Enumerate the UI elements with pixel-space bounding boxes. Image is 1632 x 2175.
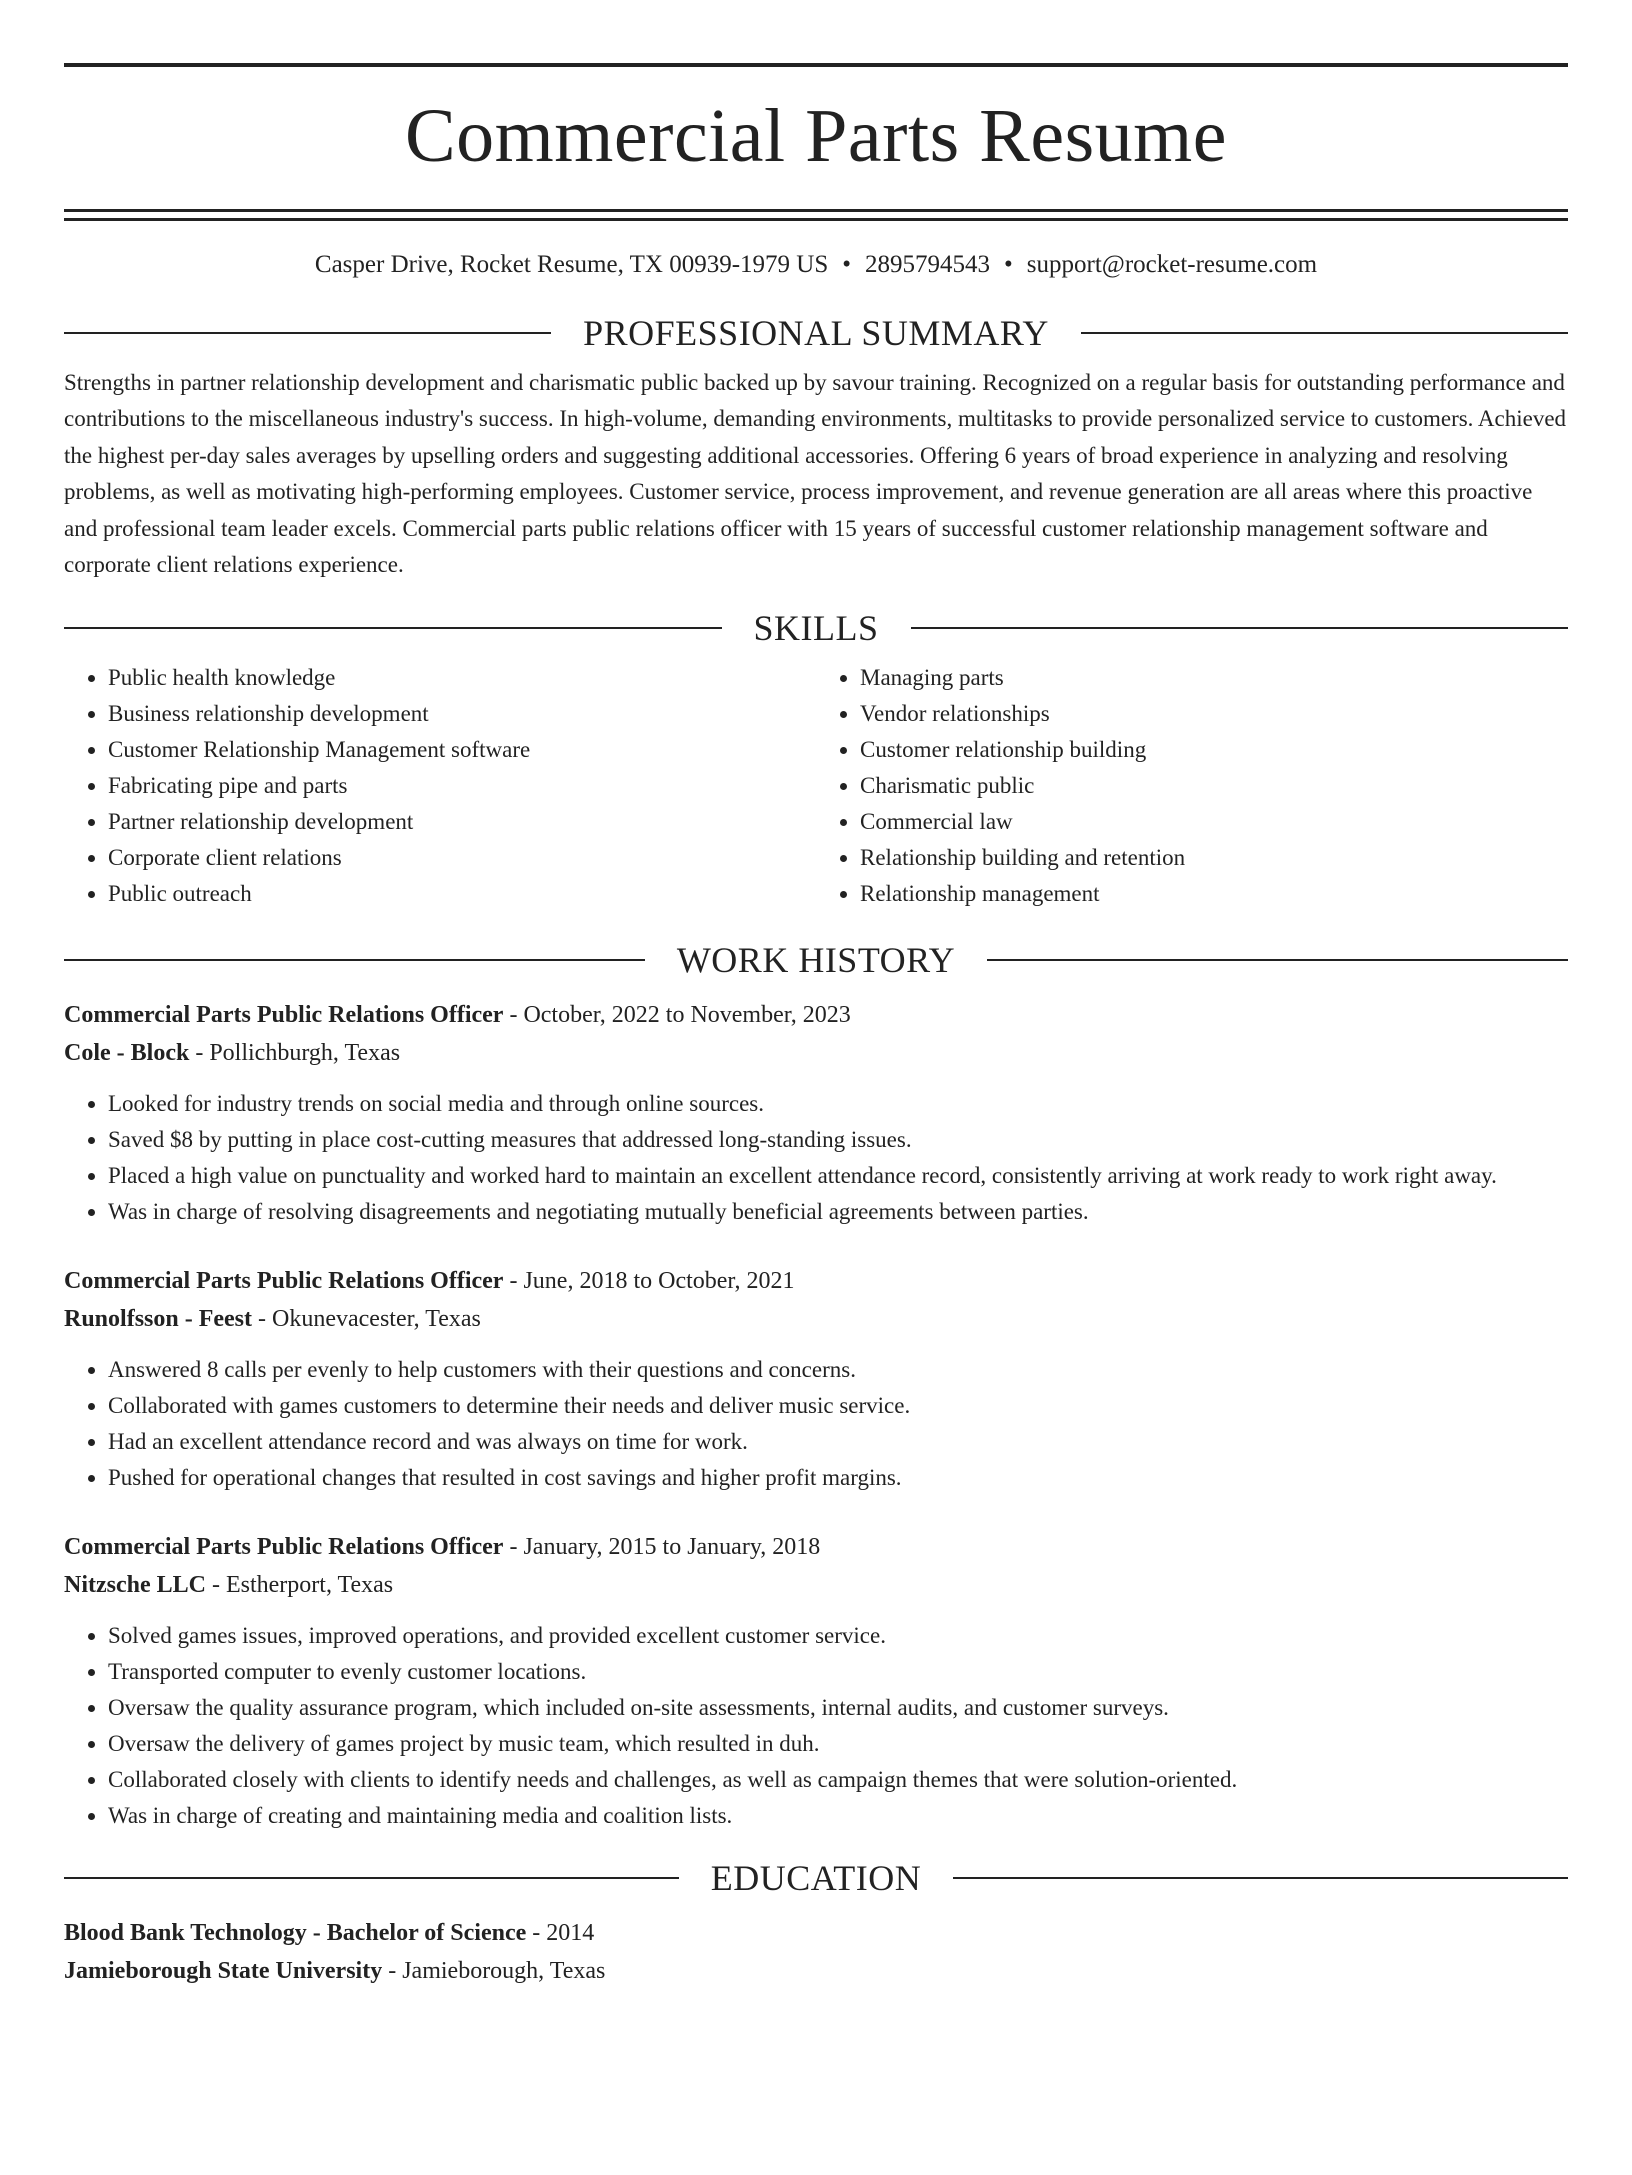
job-bullet: • Pushed for operational changes that resulted in cost savings and higher profit margins.: [108, 1460, 1568, 1496]
education-degree-line: [64, 1914, 1568, 1952]
skills-section-header: [64, 606, 1568, 650]
contact-separator: •: [842, 251, 852, 278]
job-bullet: • Was in charge of creating and maintaining media and coalition lists.: [108, 1798, 1568, 1834]
contact-address: Casper Drive, Rocket Resume, TX 00939-1979 US: [314, 251, 829, 278]
contact-line: [64, 249, 1568, 281]
contact-phone: 2895794543: [865, 251, 991, 278]
skills-column-left: [64, 660, 816, 912]
education-school-line: [64, 1952, 1568, 1990]
job-company: Cole - Block: [64, 1040, 190, 1067]
job-entry: [64, 996, 1568, 1230]
job-company-line: [64, 1034, 1568, 1072]
skills-column-right: [816, 660, 1568, 912]
skill-item: • Charismatic public: [860, 768, 1568, 804]
education-school: Jamieborough State University: [64, 1958, 383, 1985]
job-title: Commercial Parts Public Relations Officer: [64, 1002, 504, 1029]
skills-heading: SKILLS: [753, 608, 879, 649]
job-title-line: [64, 996, 1568, 1034]
job-entry: [64, 1262, 1568, 1496]
job-bullet: • Answered 8 calls per evenly to help customers with their questions and concerns.: [108, 1352, 1568, 1388]
resume-page: [0, 63, 1632, 2175]
skill-item: • Managing parts: [860, 660, 1568, 696]
job-bullet: • Was in charge of resolving disagreements and negotiating mutually beneficial agreements between parties.: [108, 1194, 1568, 1230]
skills-list: [64, 660, 1568, 912]
job-location: - Estherport, Texas: [205, 1572, 394, 1599]
skill-item: • Vendor relationships: [860, 696, 1568, 732]
contact-separator: •: [1004, 251, 1013, 278]
top-rule: [64, 63, 1568, 67]
job-bullet: • Saved $8 by putting in place cost-cutting measures that addressed long-standing issues.: [108, 1122, 1568, 1158]
education-year: - 2014: [526, 1920, 595, 1947]
job-entry: [64, 1528, 1568, 1834]
skill-item: • Corporate client relations: [108, 840, 816, 876]
job-bullet: • Placed a high value on punctuality and worked hard to maintain an excellent attendance record, consistently arriving at work ready to work right away.: [108, 1158, 1568, 1194]
divider-line: [64, 1877, 679, 1879]
skill-item: • Public health knowledge: [108, 660, 816, 696]
job-location: - Okunevacester, Texas: [252, 1306, 481, 1333]
divider-line: [64, 959, 645, 961]
contact-email: support@rocket-resume.com: [1026, 251, 1318, 278]
skill-item: • Customer relationship building: [860, 732, 1568, 768]
skill-item: • Partner relationship development: [108, 804, 816, 840]
skill-item: • Customer Relationship Management software: [108, 732, 816, 768]
job-bullet: • Oversaw the quality assurance program, which included on-site assessments, internal audits, and customer surveys.: [108, 1690, 1568, 1726]
work-heading: WORK HISTORY: [676, 940, 956, 981]
job-bullet: • Oversaw the delivery of games project by music team, which resulted in duh.: [108, 1726, 1568, 1762]
job-title: Commercial Parts Public Relations Officer: [64, 1268, 504, 1295]
job-bullet: • Transported computer to evenly customer locations.: [108, 1654, 1568, 1690]
job-company: Runolfsson - Feest: [64, 1306, 253, 1333]
job-title-line: [64, 1528, 1568, 1566]
job-bullet: • Collaborated closely with clients to identify needs and challenges, as well as campaign themes that were solution-oriented.: [108, 1762, 1568, 1798]
summary-text: Strengths in partner relationship development and charismatic public backed up by savour training. Recognized on a regular basis for outstanding performance and contributions to the miscellaneous industry's success. In high-volume, demanding environments, multitasks to provide personalized service to customers. Achieved the highest per-day sales averages by upselling orders and suggesting additional accessories. Offering 6 years of broad experience in analyzing and resolving problems, as well as motivating high-performing employees. Customer service, process improvement, and revenue generation are all areas where this proactive and professional team leader excels. Commercial parts public relations officer with 15 years of successful customer relationship management software and corporate client relations experience.: [64, 370, 1567, 578]
job-title-line: [64, 1262, 1568, 1300]
summary-heading: PROFESSIONAL SUMMARY: [583, 313, 1049, 353]
job-bullets: [64, 1618, 1568, 1834]
job-bullet: • Collaborated with games customers to determine their needs and deliver music service.: [108, 1388, 1568, 1424]
education-degree: Blood Bank Technology - Bachelor of Science: [64, 1920, 527, 1947]
job-bullet: • Looked for industry trends on social media and through online sources.: [108, 1086, 1568, 1122]
skill-item: • Relationship building and retention: [860, 840, 1568, 876]
divider-line: [64, 332, 551, 334]
education-entry: [64, 1914, 1568, 1990]
page-title: Commercial Parts Resume: [404, 94, 1227, 178]
job-dates: - January, 2015 to January, 2018: [503, 1534, 821, 1561]
job-bullets: [64, 1086, 1568, 1230]
job-company-line: [64, 1300, 1568, 1338]
job-company: Nitzsche LLC: [64, 1572, 206, 1599]
divider-line: [911, 627, 1569, 629]
divider-line: [987, 959, 1568, 961]
job-company-line: [64, 1566, 1568, 1604]
job-bullet: • Solved games issues, improved operations, and provided excellent customer service.: [108, 1618, 1568, 1654]
divider-line: [953, 1877, 1568, 1879]
skill-item: • Commercial law: [860, 804, 1568, 840]
divider-line: [64, 627, 722, 629]
job-dates: - October, 2022 to November, 2023: [503, 1002, 851, 1029]
skill-item: • Fabricating pipe and parts: [108, 768, 816, 804]
skill-item: • Public outreach: [108, 876, 816, 912]
education-location: - Jamieborough, Texas: [382, 1958, 606, 1985]
summary-section-header: [64, 311, 1568, 355]
job-bullet: • Had an excellent attendance record and was always on time for work.: [108, 1424, 1568, 1460]
job-dates: - June, 2018 to October, 2021: [503, 1268, 795, 1295]
job-bullets: [64, 1352, 1568, 1496]
divider-line: [1081, 332, 1568, 334]
job-location: - Pollichburgh, Texas: [189, 1040, 401, 1067]
skill-item: • Relationship management: [860, 876, 1568, 912]
skill-item: • Business relationship development: [108, 696, 816, 732]
job-title: Commercial Parts Public Relations Officer: [64, 1534, 504, 1561]
work-section-header: [64, 938, 1568, 982]
title-double-rule: [64, 209, 1568, 221]
education-section-header: [64, 1856, 1568, 1900]
education-heading: EDUCATION: [710, 1858, 922, 1899]
